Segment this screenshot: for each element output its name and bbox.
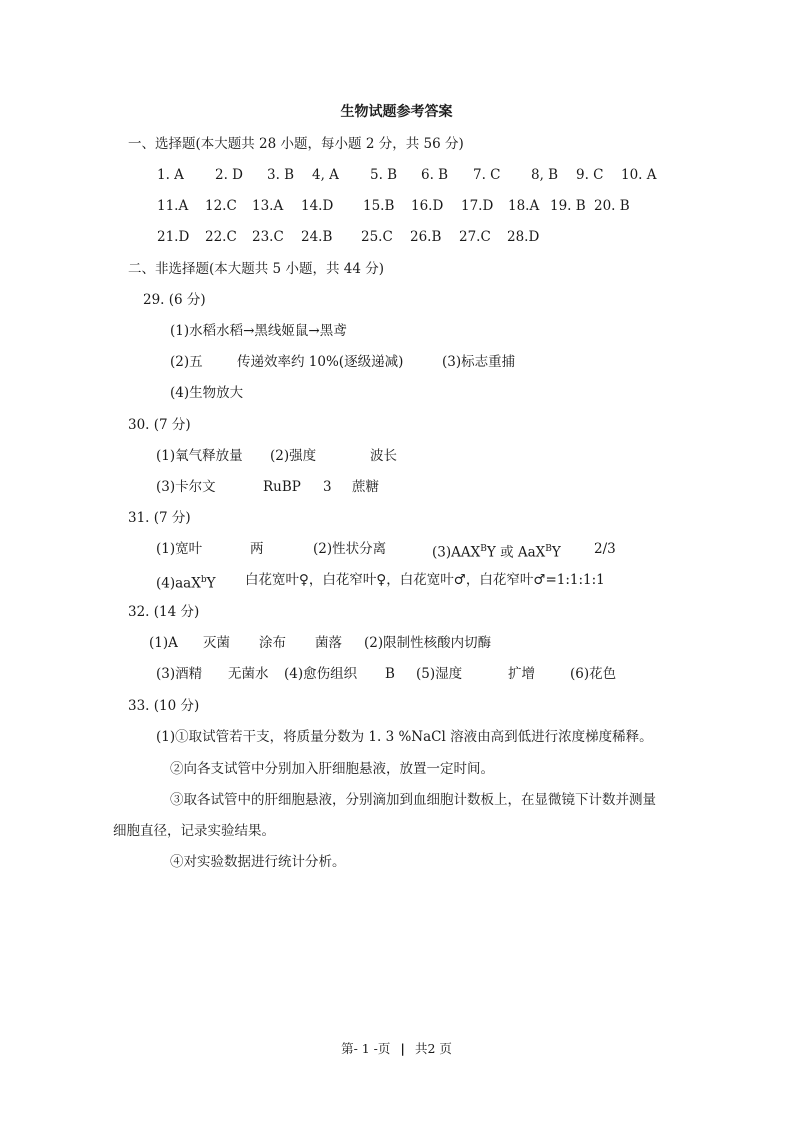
q31-answer: (1)宽叶	[156, 541, 203, 557]
q32-label: 32. (14 分)	[128, 604, 200, 620]
mc-answer: 25.C	[361, 229, 393, 245]
q30-answer: RuBP	[263, 479, 301, 495]
q29-answer: 传递效率约 10%(逐级递减)	[237, 354, 404, 370]
mc-answer: 15.B	[363, 198, 395, 214]
q32-answer: 涂布	[259, 635, 286, 651]
q31-answer: 白花宽叶♀，白花窄叶♀，白花宽叶♂，白花窄叶♂=1:1:1:1	[245, 572, 605, 588]
q31-genotype: (4)aaX$^b$Y	[156, 575, 216, 592]
q33-step-4: ④对实验数据进行统计分析。	[170, 854, 346, 870]
page-footer	[0, 1040, 793, 1058]
q30-label: 30. (7 分)	[128, 417, 191, 433]
q30-answer-row-2	[0, 478, 793, 496]
q32-answer: 灭菌	[203, 635, 230, 651]
q32-answer: (5)湿度	[416, 666, 463, 682]
mc-answer: 2. D	[215, 167, 243, 183]
mc-answer: 10. A	[621, 167, 657, 183]
q31-label: 31. (7 分)	[128, 510, 191, 526]
mc-answer: 24.B	[301, 229, 333, 245]
q31-answer: (2)性状分离	[313, 541, 387, 557]
q32-answer: (6)花色	[570, 666, 617, 682]
mc-answers-row-2	[0, 197, 793, 215]
mc-answer: 8, B	[531, 167, 559, 183]
mc-answer: 17.D	[461, 198, 494, 214]
mc-answer: 6. B	[421, 167, 449, 183]
q32-answer-row-2	[0, 665, 793, 683]
q30-answer: (3)卡尔文	[156, 479, 216, 495]
mc-answer: 21.D	[157, 229, 190, 245]
mc-answer: 9. C	[576, 167, 604, 183]
mc-answer: 5. B	[370, 167, 398, 183]
section2-heading: 二、非选择题(本大题共 5 小题，共 44 分)	[128, 261, 384, 277]
mc-answer: 13.A	[252, 198, 284, 214]
mc-answer: 26.B	[410, 229, 442, 245]
mc-answers-row-1	[0, 166, 793, 184]
q31-genotype: $(3)AAX^BY$ 或 AaX$^B$Y	[432, 544, 561, 561]
mc-answers-row-3	[0, 228, 793, 246]
q29-answer-1: (1)水稻水稻→黑线姬鼠→黑鸢	[170, 323, 347, 339]
q32-answer: (4)愈伤组织	[284, 666, 358, 682]
q29-answer: (3)标志重捕	[442, 354, 516, 370]
mc-answer: 28.D	[507, 229, 540, 245]
mc-answer: 4, A	[312, 167, 339, 183]
q33-step-3-cont: 细胞直径，记录实验结果。	[113, 823, 275, 839]
mc-answer: 27.C	[459, 229, 491, 245]
q31-answer: 两	[250, 541, 264, 557]
q32-answer: (3)酒精	[156, 666, 203, 682]
page-title: 生物试题参考答案	[340, 104, 453, 120]
q32-answer: 菌落	[315, 635, 342, 651]
mc-answer: 20. B	[594, 198, 630, 214]
section1-heading: 一、选择题(本大题共 28 小题，每小题 2 分，共 56 分)	[128, 136, 464, 152]
mc-answer: 18.A	[508, 198, 540, 214]
q30-answer: 蔗糖	[352, 479, 379, 495]
q29-label: 29. (6 分)	[143, 292, 206, 308]
footer-separator: |	[400, 1041, 405, 1056]
mc-answer: 3. B	[267, 167, 295, 183]
q30-answer: 3	[323, 479, 332, 495]
mc-answer: 23.C	[252, 229, 284, 245]
mc-answer: 14.D	[301, 198, 334, 214]
mc-answer: 12.C	[205, 198, 237, 214]
q32-answer: 扩增	[508, 666, 535, 682]
q29-answer: (2)五	[170, 354, 203, 370]
q32-answer: (1)A	[149, 635, 178, 651]
q32-answer: B	[385, 666, 395, 682]
q32-answer: 无菌水	[228, 666, 269, 682]
q33-step-3: ③取各试管中的肝细胞悬液，分别滴加到血细胞计数板上，在显微镜下计数并测量	[170, 792, 656, 808]
q29-answer-row-2	[0, 353, 793, 371]
q32-answer: (2)限制性核酸内切酶	[364, 635, 492, 651]
page-total: 共2 页	[414, 1041, 452, 1056]
q33-step-1: (1)①取试管若干支，将质量分数为 1. 3 %NaCl 溶液由高到低进行浓度梯度稀释。	[156, 729, 653, 745]
q29-answer-4: (4)生物放大	[170, 385, 244, 401]
q31-answer-row-2	[0, 571, 793, 592]
q33-step-2: ②向各支试管中分别加入肝细胞悬液，放置一定时间。	[170, 761, 494, 777]
mc-answer: 1. A	[157, 167, 184, 183]
q32-answer-row-1	[0, 634, 793, 652]
page-number: 第- 1 -页	[341, 1041, 391, 1056]
q30-answer: 波长	[370, 448, 397, 464]
mc-answer: 19. B	[550, 198, 586, 214]
q30-answer: (2)强度	[270, 448, 317, 464]
mc-answer: 11.A	[157, 198, 189, 214]
mc-answer: 22.C	[205, 229, 237, 245]
mc-answer: 7. C	[473, 167, 501, 183]
q31-answer-row-1	[0, 540, 793, 561]
q30-answer-row-1	[0, 447, 793, 465]
mc-answer: 16.D	[411, 198, 444, 214]
q33-label: 33. (10 分)	[128, 698, 200, 714]
q31-answer: 2/3	[594, 541, 616, 557]
q30-answer: (1)氧气释放量	[156, 448, 243, 464]
